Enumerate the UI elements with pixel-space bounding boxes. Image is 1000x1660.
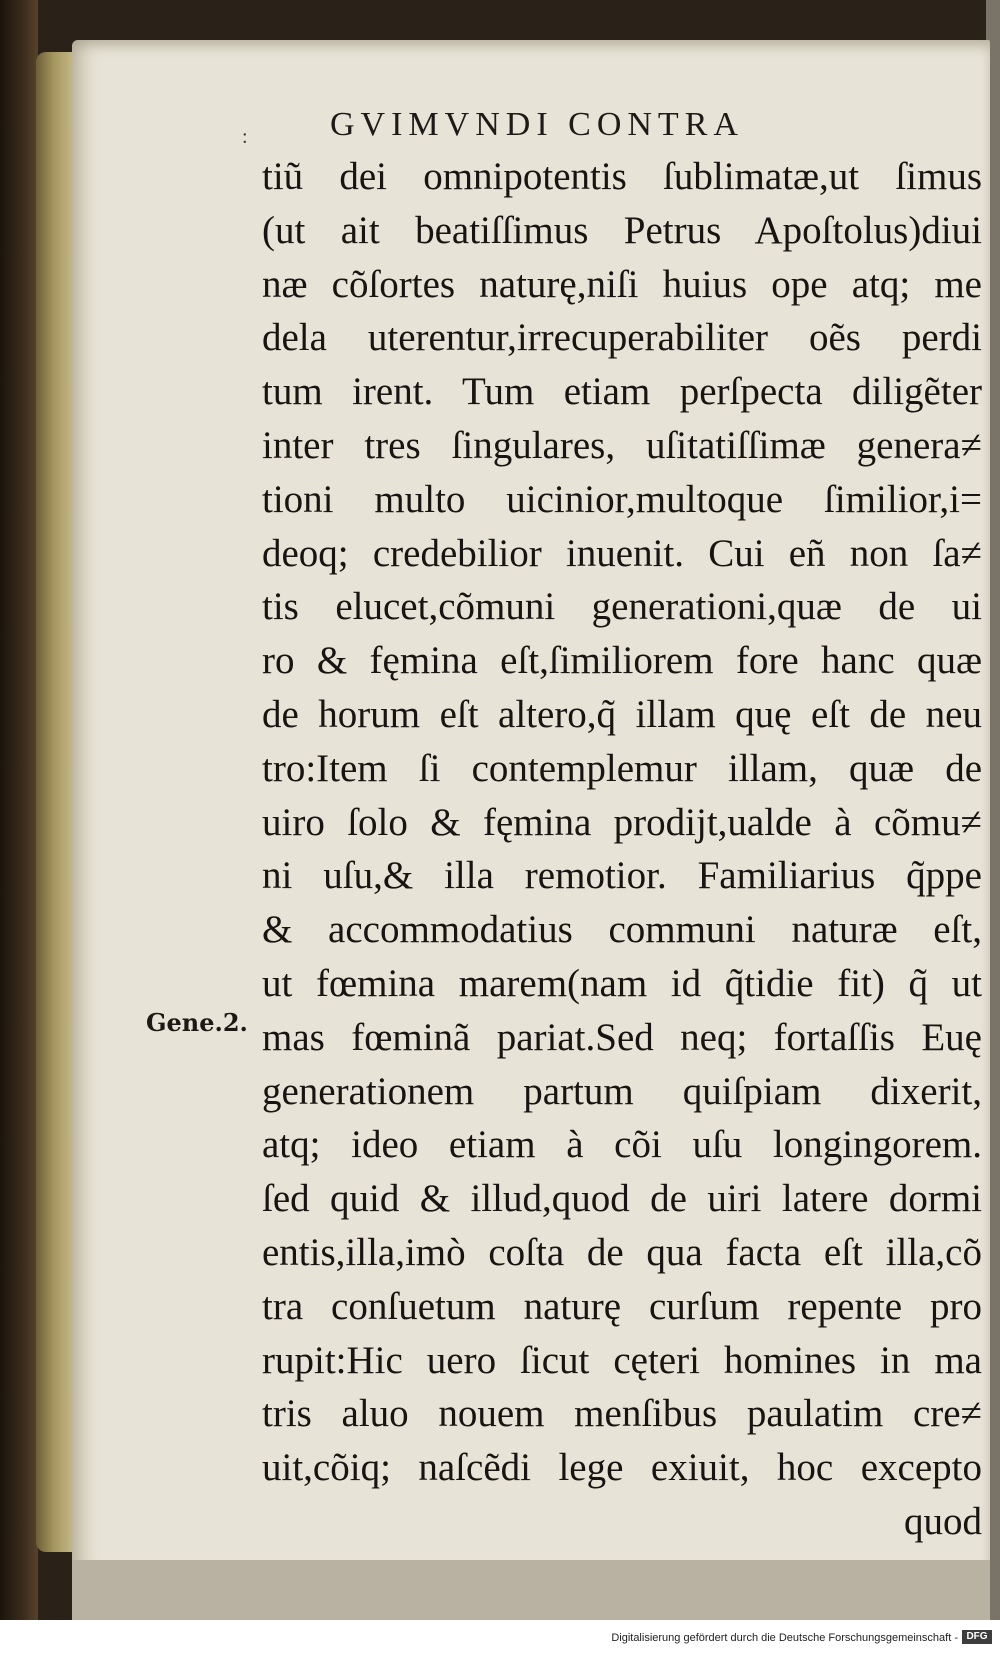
text-line: tro:Item ſi contemplemur illam, quæ de <box>262 746 982 790</box>
text-line: & accommodatius communi naturæ eſt, <box>262 908 982 952</box>
text-line: tris aluo nouem menſibus paulatim cre≠ <box>262 1392 982 1436</box>
text-line: entis,illa,imò coſta de qua facta eſt illa,cõ <box>262 1230 982 1274</box>
text-line: dela uterentur,irrecuperabiliter oẽs perdi <box>262 316 982 360</box>
book-binding <box>36 52 76 1552</box>
text-line: deoq; credebilior inuenit. Cui eñ non ſa≠ <box>262 531 982 575</box>
text-line: rupit:Hic uero ſicut cęteri homines in ma <box>262 1338 982 1382</box>
text-line: atq; ideo etiam à cõi uſu longingorem. <box>262 1123 982 1167</box>
book-edge <box>0 0 38 1620</box>
marginal-note: Gene.2. <box>146 1008 248 1037</box>
catchword: quod <box>904 1499 982 1543</box>
running-head: GVIMVNDI CONTRA <box>330 106 744 143</box>
text-line: uit,cõiq; naſcẽdi lege exiuit, hoc excepto <box>262 1446 982 1490</box>
text-line: ut fœmina marem(nam id q̃tidie fit) q̃ ut <box>262 961 982 1005</box>
text-line: (ut ait beatiſſimus Petrus Apoſtolus)diui <box>262 208 982 252</box>
text-line: tis elucet,cõmuni generationi,quæ de ui <box>262 585 982 629</box>
body-text <box>262 150 982 1549</box>
text-line: inter tres ſingulares, uſitatiſſimæ genera≠ <box>262 423 982 467</box>
dfg-logo: DFG <box>962 1630 992 1644</box>
text-line: generationem partum quiſpiam dixerit, <box>262 1069 982 1113</box>
text-line: mas fœminã pariat.Sed neq; fortaſſis Euę <box>262 1015 982 1059</box>
text-line: ſed quid & illud,quod de uiri latere dormi <box>262 1177 982 1221</box>
text-line: næ cõſortes naturę,niſi huius ope atq; me <box>262 262 982 306</box>
text-line: tiũ dei omnipotentis ſublimatæ,ut ſimus <box>262 155 982 198</box>
text-line: ni uſu,& illa remotior. Familiarius q̃ppe <box>262 854 982 898</box>
text-line: de horum eſt altero,q̃ illam quę eſt de neu <box>262 692 982 736</box>
page-bottom-edge <box>72 1560 990 1620</box>
text-line: uiro ſolo & fęmina prodijt,ualde à cõmu≠ <box>262 800 982 844</box>
text-line: ro & fęmina eſt,ſimiliorem fore hanc quæ <box>262 639 982 683</box>
text-line: tioni multo uicinior,multoque ſimilior,i= <box>262 477 982 521</box>
running-head-mark: : <box>242 126 248 148</box>
text-line: tum irent. Tum etiam perſpecta diligẽter <box>262 370 982 414</box>
funding-credit: Digitalisierung gefördert durch die Deutsche Forschungsgemeinschaft - <box>611 1632 958 1644</box>
text-line: tra conſuetum naturę curſum repente pro <box>262 1284 982 1328</box>
